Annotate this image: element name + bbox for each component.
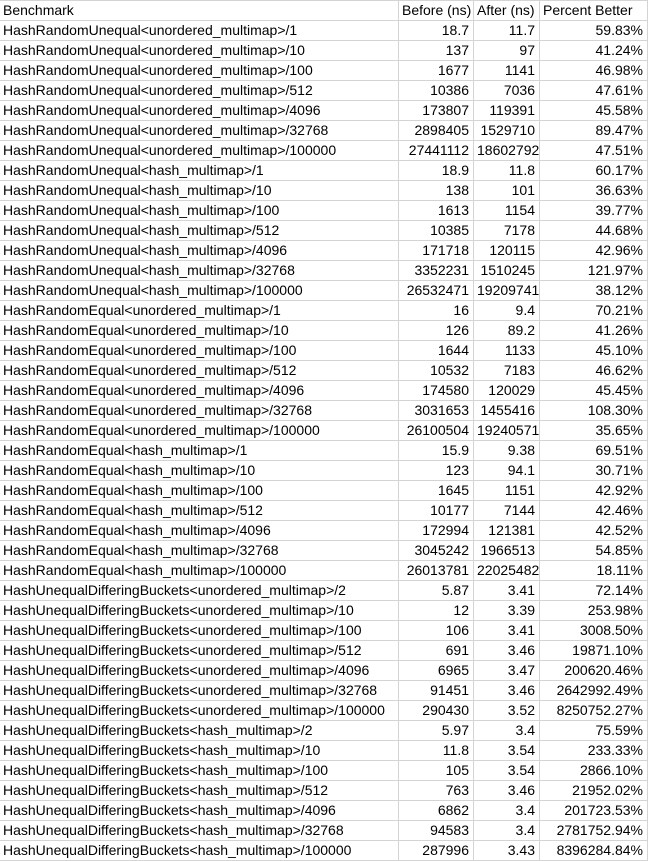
benchmark-cell[interactable]: HashRandomUnequal<hash_multimap>/100: [0, 201, 399, 221]
percent-cell[interactable]: 233.33%: [540, 741, 648, 761]
percent-cell[interactable]: 8396284.84%: [540, 841, 648, 861]
percent-cell[interactable]: 39.77%: [540, 201, 648, 221]
after-cell[interactable]: 3.46: [474, 781, 540, 801]
after-cell[interactable]: 11.7: [474, 21, 540, 41]
after-cell[interactable]: 9.4: [474, 301, 540, 321]
after-cell[interactable]: 3.4: [474, 801, 540, 821]
table-row: [0, 141, 648, 161]
benchmark-cell[interactable]: HashRandomUnequal<unordered_multimap>/100000: [0, 141, 399, 161]
before-cell[interactable]: 5.97: [399, 721, 474, 741]
before-cell[interactable]: 18.7: [399, 21, 474, 41]
after-cell[interactable]: 1154: [474, 201, 540, 221]
table-row: [0, 681, 648, 701]
after-cell[interactable]: 1151: [474, 481, 540, 501]
benchmark-cell[interactable]: HashUnequalDifferingBuckets<hash_multimap>/10: [0, 741, 399, 761]
after-cell[interactable]: 7036: [474, 81, 540, 101]
before-cell[interactable]: 10177: [399, 501, 474, 521]
before-cell[interactable]: 91451: [399, 681, 474, 701]
benchmark-cell[interactable]: HashRandomUnequal<hash_multimap>/10: [0, 181, 399, 201]
percent-cell[interactable]: 2642992.49%: [540, 681, 648, 701]
benchmark-cell[interactable]: HashRandomUnequal<hash_multimap>/512: [0, 221, 399, 241]
before-cell[interactable]: 171718: [399, 241, 474, 261]
table-row: [0, 401, 648, 421]
table-row: [0, 161, 648, 181]
after-cell[interactable]: 101: [474, 181, 540, 201]
table-row: [0, 201, 648, 221]
benchmark-cell[interactable]: HashUnequalDifferingBuckets<unordered_multimap>/10: [0, 601, 399, 621]
percent-cell[interactable]: 3008.50%: [540, 621, 648, 641]
before-cell[interactable]: 173807: [399, 101, 474, 121]
after-cell[interactable]: 3.54: [474, 761, 540, 781]
after-cell[interactable]: 1966513: [474, 541, 540, 561]
before-cell[interactable]: 290430: [399, 701, 474, 721]
table-row: [0, 741, 648, 761]
before-cell[interactable]: 5.87: [399, 581, 474, 601]
benchmark-cell[interactable]: HashRandomEqual<hash_multimap>/100: [0, 481, 399, 501]
percent-cell[interactable]: 44.68%: [540, 221, 648, 241]
percent-cell[interactable]: 42.52%: [540, 521, 648, 541]
table-row: [0, 601, 648, 621]
after-cell[interactable]: 19209741: [474, 281, 540, 301]
after-cell[interactable]: 1455416: [474, 401, 540, 421]
before-cell[interactable]: 26532471: [399, 281, 474, 301]
percent-cell[interactable]: 41.26%: [540, 321, 648, 341]
after-cell[interactable]: 9.38: [474, 441, 540, 461]
percent-cell[interactable]: 60.17%: [540, 161, 648, 181]
after-cell[interactable]: 3.41: [474, 581, 540, 601]
table-row: [0, 501, 648, 521]
before-cell[interactable]: 1677: [399, 61, 474, 81]
before-cell[interactable]: 26100504: [399, 421, 474, 441]
before-cell[interactable]: 138: [399, 181, 474, 201]
benchmark-cell[interactable]: HashRandomUnequal<hash_multimap>/4096: [0, 241, 399, 261]
benchmark-cell[interactable]: HashRandomEqual<unordered_multimap>/512: [0, 361, 399, 381]
after-cell[interactable]: 7178: [474, 221, 540, 241]
benchmark-cell[interactable]: HashUnequalDifferingBuckets<unordered_multimap>/100000: [0, 701, 399, 721]
benchmark-cell[interactable]: HashRandomEqual<hash_multimap>/10: [0, 461, 399, 481]
percent-cell[interactable]: 89.47%: [540, 121, 648, 141]
benchmark-cell[interactable]: HashRandomUnequal<unordered_multimap>/1: [0, 21, 399, 41]
percent-cell[interactable]: 200620.46%: [540, 661, 648, 681]
table-row: [0, 761, 648, 781]
before-cell[interactable]: 6965: [399, 661, 474, 681]
percent-cell[interactable]: 121.97%: [540, 261, 648, 281]
before-cell[interactable]: 12: [399, 601, 474, 621]
table-row: [0, 381, 648, 401]
after-cell[interactable]: 18602792: [474, 141, 540, 161]
after-cell[interactable]: 120115: [474, 241, 540, 261]
percent-cell[interactable]: 108.30%: [540, 401, 648, 421]
after-cell[interactable]: 3.47: [474, 661, 540, 681]
before-cell[interactable]: 1645: [399, 481, 474, 501]
benchmark-cell[interactable]: HashRandomEqual<unordered_multimap>/1: [0, 301, 399, 321]
percent-cell[interactable]: 18.11%: [540, 561, 648, 581]
table-body: [0, 21, 648, 861]
before-cell[interactable]: 123: [399, 461, 474, 481]
before-cell[interactable]: 105: [399, 761, 474, 781]
benchmark-cell[interactable]: HashRandomUnequal<unordered_multimap>/10: [0, 41, 399, 61]
benchmark-cell[interactable]: HashRandomUnequal<hash_multimap>/100000: [0, 281, 399, 301]
after-cell[interactable]: 3.54: [474, 741, 540, 761]
after-cell[interactable]: 19240571: [474, 421, 540, 441]
benchmark-cell[interactable]: HashRandomUnequal<unordered_multimap>/100: [0, 61, 399, 81]
column-header-before[interactable]: Before (ns): [399, 1, 474, 21]
before-cell[interactable]: 6862: [399, 801, 474, 821]
percent-cell[interactable]: 21952.02%: [540, 781, 648, 801]
benchmark-cell[interactable]: HashRandomUnequal<unordered_multimap>/512: [0, 81, 399, 101]
before-cell[interactable]: 1644: [399, 341, 474, 361]
percent-cell[interactable]: 59.83%: [540, 21, 648, 41]
table-row: [0, 521, 648, 541]
benchmark-cell[interactable]: HashRandomUnequal<hash_multimap>/1: [0, 161, 399, 181]
after-cell[interactable]: 3.39: [474, 601, 540, 621]
percent-cell[interactable]: 8250752.27%: [540, 701, 648, 721]
benchmark-cell[interactable]: HashUnequalDifferingBuckets<hash_multimap>/512: [0, 781, 399, 801]
benchmark-cell[interactable]: HashRandomEqual<hash_multimap>/4096: [0, 521, 399, 541]
after-cell[interactable]: 89.2: [474, 321, 540, 341]
column-header-benchmark[interactable]: Benchmark: [0, 1, 399, 21]
before-cell[interactable]: 15.9: [399, 441, 474, 461]
table-row: [0, 321, 648, 341]
after-cell[interactable]: 119391: [474, 101, 540, 121]
before-cell[interactable]: 10532: [399, 361, 474, 381]
benchmark-cell[interactable]: HashRandomUnequal<unordered_multimap>/32768: [0, 121, 399, 141]
table-row: [0, 541, 648, 561]
table-row: [0, 301, 648, 321]
after-cell[interactable]: 121381: [474, 521, 540, 541]
before-cell[interactable]: 3031653: [399, 401, 474, 421]
before-cell[interactable]: 1613: [399, 201, 474, 221]
benchmark-cell[interactable]: HashRandomEqual<unordered_multimap>/100000: [0, 421, 399, 441]
table-row: [0, 561, 648, 581]
benchmark-cell[interactable]: HashUnequalDifferingBuckets<hash_multimap>/4096: [0, 801, 399, 821]
table-row: [0, 261, 648, 281]
percent-cell[interactable]: 47.51%: [540, 141, 648, 161]
percent-cell[interactable]: 46.62%: [540, 361, 648, 381]
table-row: [0, 121, 648, 141]
percent-cell[interactable]: 30.71%: [540, 461, 648, 481]
after-cell[interactable]: 3.4: [474, 821, 540, 841]
benchmark-cell[interactable]: HashUnequalDifferingBuckets<unordered_multimap>/512: [0, 641, 399, 661]
before-cell[interactable]: 3352231: [399, 261, 474, 281]
before-cell[interactable]: 287996: [399, 841, 474, 861]
benchmark-cell[interactable]: HashRandomUnequal<unordered_multimap>/4096: [0, 101, 399, 121]
benchmark-cell[interactable]: HashUnequalDifferingBuckets<unordered_multimap>/32768: [0, 681, 399, 701]
table-row: [0, 481, 648, 501]
before-cell[interactable]: 18.9: [399, 161, 474, 181]
benchmark-cell[interactable]: HashRandomEqual<unordered_multimap>/32768: [0, 401, 399, 421]
table-row: [0, 281, 648, 301]
after-cell[interactable]: 7144: [474, 501, 540, 521]
before-cell[interactable]: 172994: [399, 521, 474, 541]
table-row: [0, 221, 648, 241]
percent-cell[interactable]: 45.45%: [540, 381, 648, 401]
table-row: [0, 641, 648, 661]
percent-cell[interactable]: 38.12%: [540, 281, 648, 301]
after-cell[interactable]: 94.1: [474, 461, 540, 481]
percent-cell[interactable]: 36.63%: [540, 181, 648, 201]
benchmark-cell[interactable]: HashUnequalDifferingBuckets<hash_multimap>/100: [0, 761, 399, 781]
before-cell[interactable]: 106: [399, 621, 474, 641]
after-cell[interactable]: 3.43: [474, 841, 540, 861]
after-cell[interactable]: 22025482: [474, 561, 540, 581]
before-cell[interactable]: 2898405: [399, 121, 474, 141]
percent-cell[interactable]: 253.98%: [540, 601, 648, 621]
before-cell[interactable]: 126: [399, 321, 474, 341]
before-cell[interactable]: 10386: [399, 81, 474, 101]
benchmark-cell[interactable]: HashRandomEqual<hash_multimap>/512: [0, 501, 399, 521]
percent-cell[interactable]: 75.59%: [540, 721, 648, 741]
after-cell[interactable]: 11.8: [474, 161, 540, 181]
table-row: [0, 441, 648, 461]
header-row: [0, 1, 648, 21]
after-cell[interactable]: 3.41: [474, 621, 540, 641]
percent-cell[interactable]: 69.51%: [540, 441, 648, 461]
percent-cell[interactable]: 201723.53%: [540, 801, 648, 821]
percent-cell[interactable]: 45.58%: [540, 101, 648, 121]
benchmark-cell[interactable]: HashRandomEqual<unordered_multimap>/100: [0, 341, 399, 361]
after-cell[interactable]: 3.46: [474, 681, 540, 701]
benchmark-cell[interactable]: HashRandomEqual<hash_multimap>/100000: [0, 561, 399, 581]
after-cell[interactable]: 1529710: [474, 121, 540, 141]
before-cell[interactable]: 94583: [399, 821, 474, 841]
before-cell[interactable]: 16: [399, 301, 474, 321]
table-row: [0, 721, 648, 741]
after-cell[interactable]: 1141: [474, 61, 540, 81]
table-row: [0, 821, 648, 841]
percent-cell[interactable]: 47.61%: [540, 81, 648, 101]
table-row: [0, 801, 648, 821]
percent-cell[interactable]: 70.21%: [540, 301, 648, 321]
before-cell[interactable]: 763: [399, 781, 474, 801]
table-row: [0, 81, 648, 101]
table-row: [0, 621, 648, 641]
table-row: [0, 241, 648, 261]
percent-cell[interactable]: 2866.10%: [540, 761, 648, 781]
after-cell[interactable]: 1133: [474, 341, 540, 361]
table-row: [0, 661, 648, 681]
benchmark-cell[interactable]: HashUnequalDifferingBuckets<hash_multimap>/2: [0, 721, 399, 741]
benchmark-cell[interactable]: HashUnequalDifferingBuckets<hash_multimap>/32768: [0, 821, 399, 841]
column-header-after[interactable]: After (ns): [474, 1, 540, 21]
percent-cell[interactable]: 41.24%: [540, 41, 648, 61]
percent-cell[interactable]: 46.98%: [540, 61, 648, 81]
table-row: [0, 41, 648, 61]
percent-cell[interactable]: 54.85%: [540, 541, 648, 561]
before-cell[interactable]: 3045242: [399, 541, 474, 561]
benchmark-cell[interactable]: HashRandomEqual<unordered_multimap>/10: [0, 321, 399, 341]
benchmark-cell[interactable]: HashRandomEqual<unordered_multimap>/4096: [0, 381, 399, 401]
percent-cell[interactable]: 42.46%: [540, 501, 648, 521]
after-cell[interactable]: 97: [474, 41, 540, 61]
before-cell[interactable]: 691: [399, 641, 474, 661]
benchmark-cell[interactable]: HashUnequalDifferingBuckets<hash_multimap>/100000: [0, 841, 399, 861]
before-cell[interactable]: 11.8: [399, 741, 474, 761]
percent-cell[interactable]: 35.65%: [540, 421, 648, 441]
after-cell[interactable]: 1510245: [474, 261, 540, 281]
before-cell[interactable]: 26013781: [399, 561, 474, 581]
table-row: [0, 781, 648, 801]
after-cell[interactable]: 3.4: [474, 721, 540, 741]
after-cell[interactable]: 7183: [474, 361, 540, 381]
percent-cell[interactable]: 42.96%: [540, 241, 648, 261]
benchmark-cell[interactable]: HashRandomEqual<hash_multimap>/32768: [0, 541, 399, 561]
benchmark-cell[interactable]: HashRandomUnequal<hash_multimap>/32768: [0, 261, 399, 281]
percent-cell[interactable]: 45.10%: [540, 341, 648, 361]
table-row: [0, 841, 648, 861]
percent-cell[interactable]: 19871.10%: [540, 641, 648, 661]
before-cell[interactable]: 174580: [399, 381, 474, 401]
benchmark-cell[interactable]: HashUnequalDifferingBuckets<unordered_multimap>/100: [0, 621, 399, 641]
percent-cell[interactable]: 2781752.94%: [540, 821, 648, 841]
table-row: [0, 341, 648, 361]
benchmark-cell[interactable]: HashRandomEqual<hash_multimap>/1: [0, 441, 399, 461]
table-row: [0, 61, 648, 81]
percent-cell[interactable]: 42.92%: [540, 481, 648, 501]
table-row: [0, 21, 648, 41]
before-cell[interactable]: 27441112: [399, 141, 474, 161]
benchmark-cell[interactable]: HashUnequalDifferingBuckets<unordered_multimap>/4096: [0, 661, 399, 681]
before-cell[interactable]: 137: [399, 41, 474, 61]
benchmark-cell[interactable]: HashUnequalDifferingBuckets<unordered_multimap>/2: [0, 581, 399, 601]
after-cell[interactable]: 3.46: [474, 641, 540, 661]
table-row: [0, 361, 648, 381]
table-row: [0, 421, 648, 441]
table-row: [0, 101, 648, 121]
table-row: [0, 701, 648, 721]
before-cell[interactable]: 10385: [399, 221, 474, 241]
after-cell[interactable]: 3.52: [474, 701, 540, 721]
table-row: [0, 181, 648, 201]
percent-cell[interactable]: 72.14%: [540, 581, 648, 601]
table-row: [0, 581, 648, 601]
after-cell[interactable]: 120029: [474, 381, 540, 401]
column-header-percent-better[interactable]: Percent Better: [540, 1, 648, 21]
table-row: [0, 461, 648, 481]
